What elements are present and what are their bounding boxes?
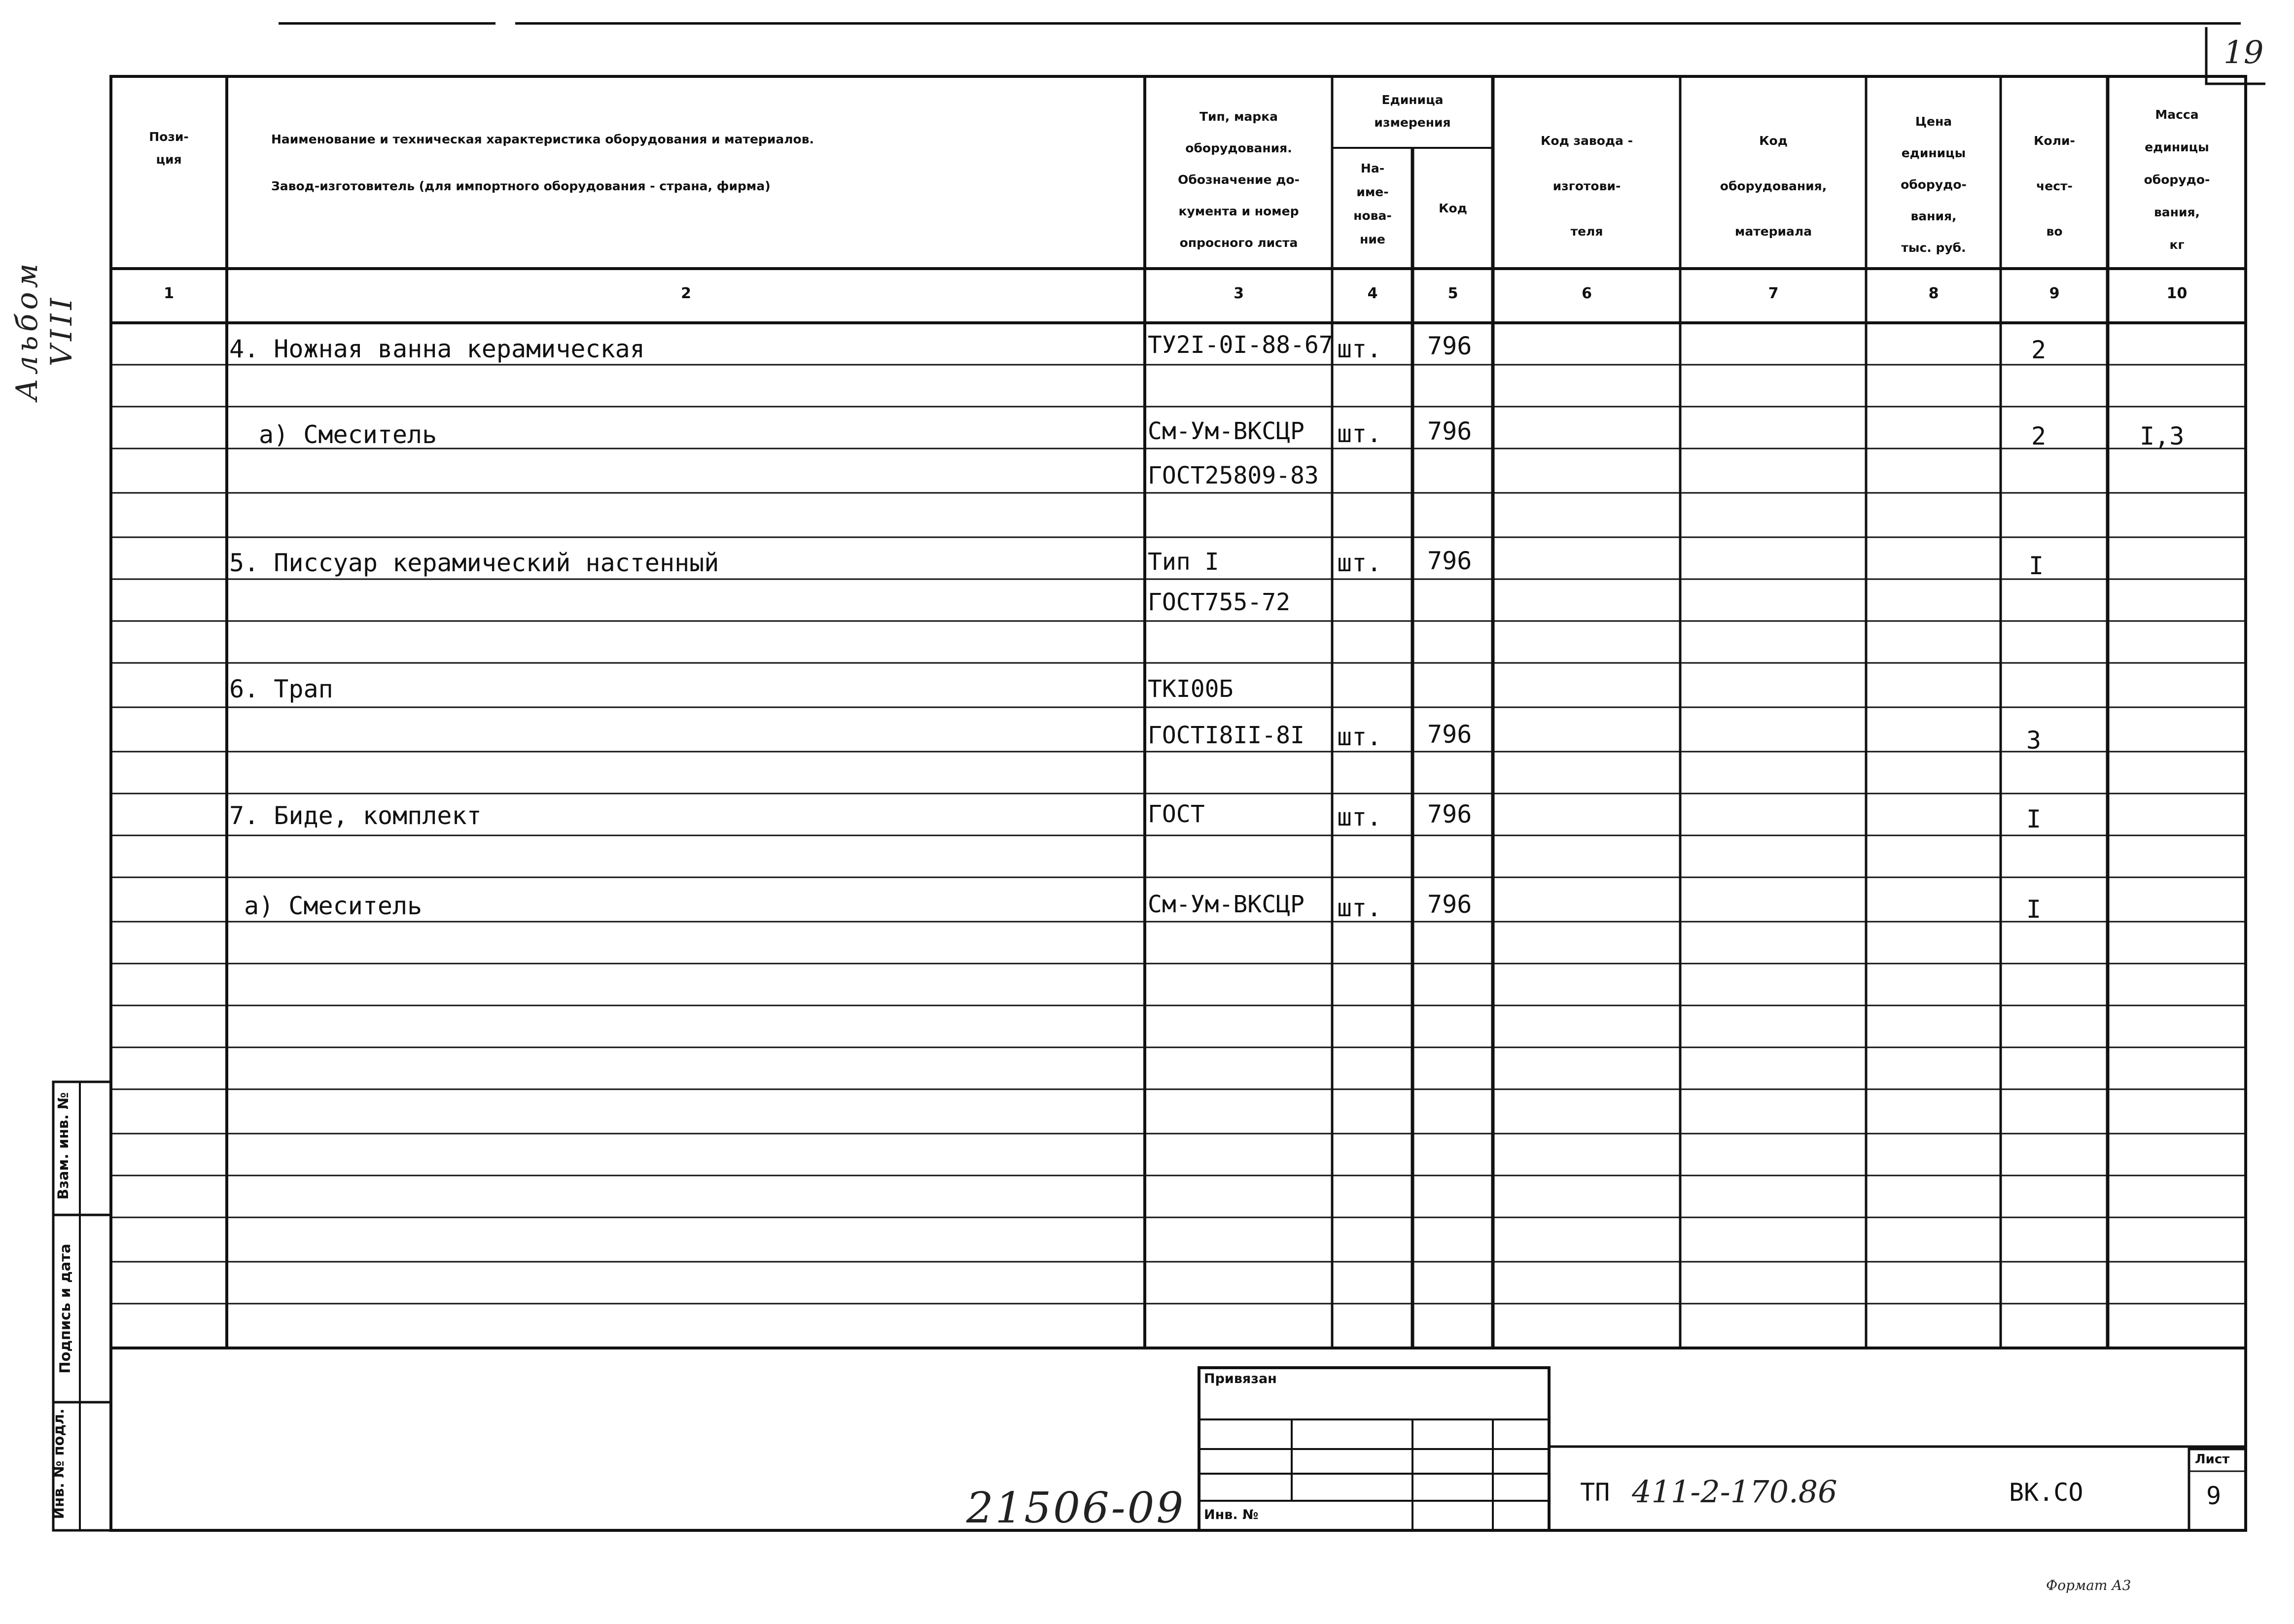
header-price: Цена единицы оборудо- вания, тыс. руб.	[1901, 114, 1967, 255]
row-item-unit: шт.	[1337, 894, 1382, 922]
colnum-10: 10	[2166, 285, 2188, 302]
row-item-qty: I	[2029, 552, 2044, 580]
header-type: Тип, марка оборудования. Обозначение до- кумента и номер опросного листа	[1178, 109, 1300, 250]
album-label: Альбом VIII	[10, 259, 79, 401]
title-privyazan: Привязан	[1204, 1371, 1277, 1386]
header-quantity: Коли- чест- во	[2034, 134, 2075, 239]
row-item-type: ГОСТ25809-83	[1148, 462, 1319, 489]
row-item-type: ТУ2I-0I-88-67	[1148, 331, 1333, 359]
row-item-name: а) Смеситель	[244, 892, 423, 920]
header-mass: Масса единицы оборудо- вания, кг	[2144, 107, 2210, 252]
colnum-1: 1	[164, 285, 174, 302]
row-item-unit: шт.	[1337, 549, 1382, 577]
row-item-name: 7. Биде, комплект	[229, 801, 482, 830]
row-item-name: 5. Писсуар керамический настенный	[229, 549, 719, 577]
header-unit-name: На- име- нова- ние	[1353, 161, 1392, 246]
header-equipment-code: Код оборудования, материала	[1720, 134, 1827, 239]
header-name-line2: Завод-изготовитель (для импортного оборудования - страна, фирма)	[271, 179, 771, 193]
row-item-qty: I	[2026, 895, 2042, 924]
row-item-type: ТКI00Б	[1148, 675, 1234, 703]
row-item-code: 796	[1427, 800, 1472, 829]
row-item-unit: шт.	[1337, 803, 1382, 831]
format-label: Формат А3	[2046, 1577, 2131, 1593]
header-position: Пози- ция	[149, 130, 189, 167]
row-item-qty: I	[2026, 805, 2042, 833]
row-item-name: 4. Ножная ванна керамическая	[229, 335, 645, 363]
colnum-9: 9	[2049, 285, 2060, 302]
row-item-qty: 3	[2026, 726, 2042, 755]
stamp-vzam-inv: Взам. инв. №	[55, 1092, 71, 1200]
colnum-4: 4	[1367, 285, 1378, 302]
doc-number: 411-2-170.86	[1632, 1474, 1837, 1510]
row-item-name: а) Смеситель	[259, 420, 437, 449]
sheet-number: 9	[2206, 1482, 2222, 1510]
title-inv-no: Инв. №	[1204, 1507, 1259, 1522]
row-item-code: 796	[1427, 417, 1472, 446]
row-item-code: 796	[1427, 547, 1472, 575]
colnum-8: 8	[1928, 285, 1939, 302]
doc-code: ВК.СО	[2009, 1478, 2083, 1507]
header-unit-code: Код	[1439, 201, 1467, 215]
colnum-5: 5	[1447, 285, 1458, 302]
row-item-name: 6. Трап	[229, 675, 333, 703]
row-item-type: См-Ум-ВКСЦР	[1148, 891, 1305, 918]
row-item-mass: I,3	[2140, 422, 2185, 450]
row-item-unit: шт.	[1337, 723, 1382, 751]
row-item-type: ГОСТ	[1148, 800, 1205, 828]
row-item-unit: шт.	[1337, 419, 1382, 448]
colnum-3: 3	[1234, 285, 1244, 302]
header-name-line1: Наименование и техническая характеристика оборудования и материалов.	[271, 132, 814, 146]
row-item-type: См-Ум-ВКСЦР	[1148, 417, 1305, 445]
header-factory-code: Код завода - изготови- теля	[1540, 134, 1633, 239]
inventory-handwritten: 21506-09	[966, 1484, 1186, 1533]
row-item-unit: шт.	[1337, 335, 1382, 363]
stamp-podpis-data: Подпись и дата	[57, 1244, 73, 1374]
row-item-code: 796	[1427, 890, 1472, 919]
doc-prefix: ТП	[1580, 1478, 1610, 1507]
row-item-type: Тип I	[1148, 548, 1219, 576]
colnum-2: 2	[681, 285, 691, 302]
header-unit-group: Единица измерения	[1374, 93, 1451, 130]
colnum-7: 7	[1768, 285, 1779, 302]
row-item-code: 796	[1427, 720, 1472, 749]
row-item-type: ГОСТ755-72	[1148, 588, 1290, 616]
row-item-qty: 2	[2031, 336, 2047, 364]
row-item-qty: 2	[2031, 422, 2047, 450]
row-item-code: 796	[1427, 332, 1472, 360]
colnum-6: 6	[1582, 285, 1592, 302]
sheet-label: Лист	[2195, 1452, 2230, 1467]
stamp-inv-podl: Инв. № подл.	[50, 1408, 67, 1520]
row-item-type: ГОСТI8II-8I	[1148, 722, 1305, 749]
page-number-handwritten: 19	[2223, 35, 2264, 71]
